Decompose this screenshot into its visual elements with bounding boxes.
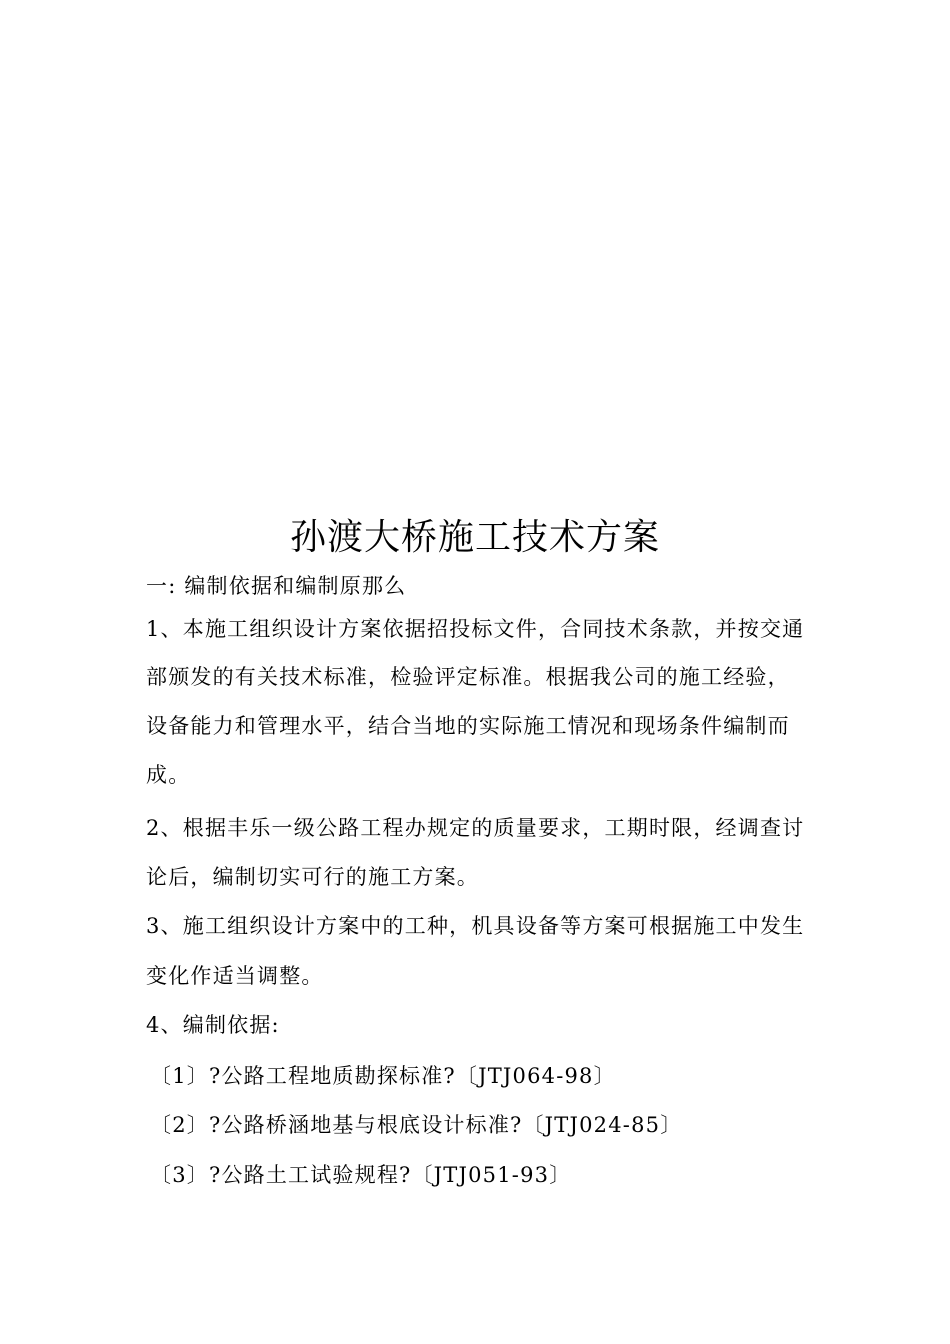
paragraph-line: 论后，编制切实可行的施工方案。	[146, 865, 479, 889]
paragraph-line: 变化作适当调整。	[146, 964, 324, 988]
reference-item: 〔2〕?公路桥涵地基与根底设计标准?〔JTJ024-85〕	[150, 1113, 683, 1137]
paragraph-line: 4、编制依据:	[146, 1013, 280, 1037]
paragraph-line: 1、本施工组织设计方案依据招投标文件，合同技术条款，并按交通	[146, 617, 805, 641]
paragraph-line: 成。	[146, 763, 191, 787]
paragraph-line: 部颁发的有关技术标准，检验评定标准。根据我公司的施工经验，	[146, 665, 790, 689]
paragraph-line: 3、施工组织设计方案中的工种，机具设备等方案可根据施工中发生	[146, 914, 805, 938]
paragraph-line: 设备能力和管理水平，结合当地的实际施工情况和现场条件编制而	[146, 714, 790, 738]
reference-item: 〔1〕?公路工程地质勘探标准?〔JTJ064-98〕	[150, 1064, 616, 1088]
paragraph-line: 2、根据丰乐一级公路工程办规定的质量要求，工期时限，经调查讨	[146, 816, 805, 840]
document-title: 孙渡大桥施工技术方案	[289, 517, 660, 558]
reference-item: 〔3〕?公路土工试验规程?〔JTJ051-93〕	[150, 1163, 572, 1187]
section-heading: 一: 编制依据和编制原那么	[146, 574, 407, 598]
